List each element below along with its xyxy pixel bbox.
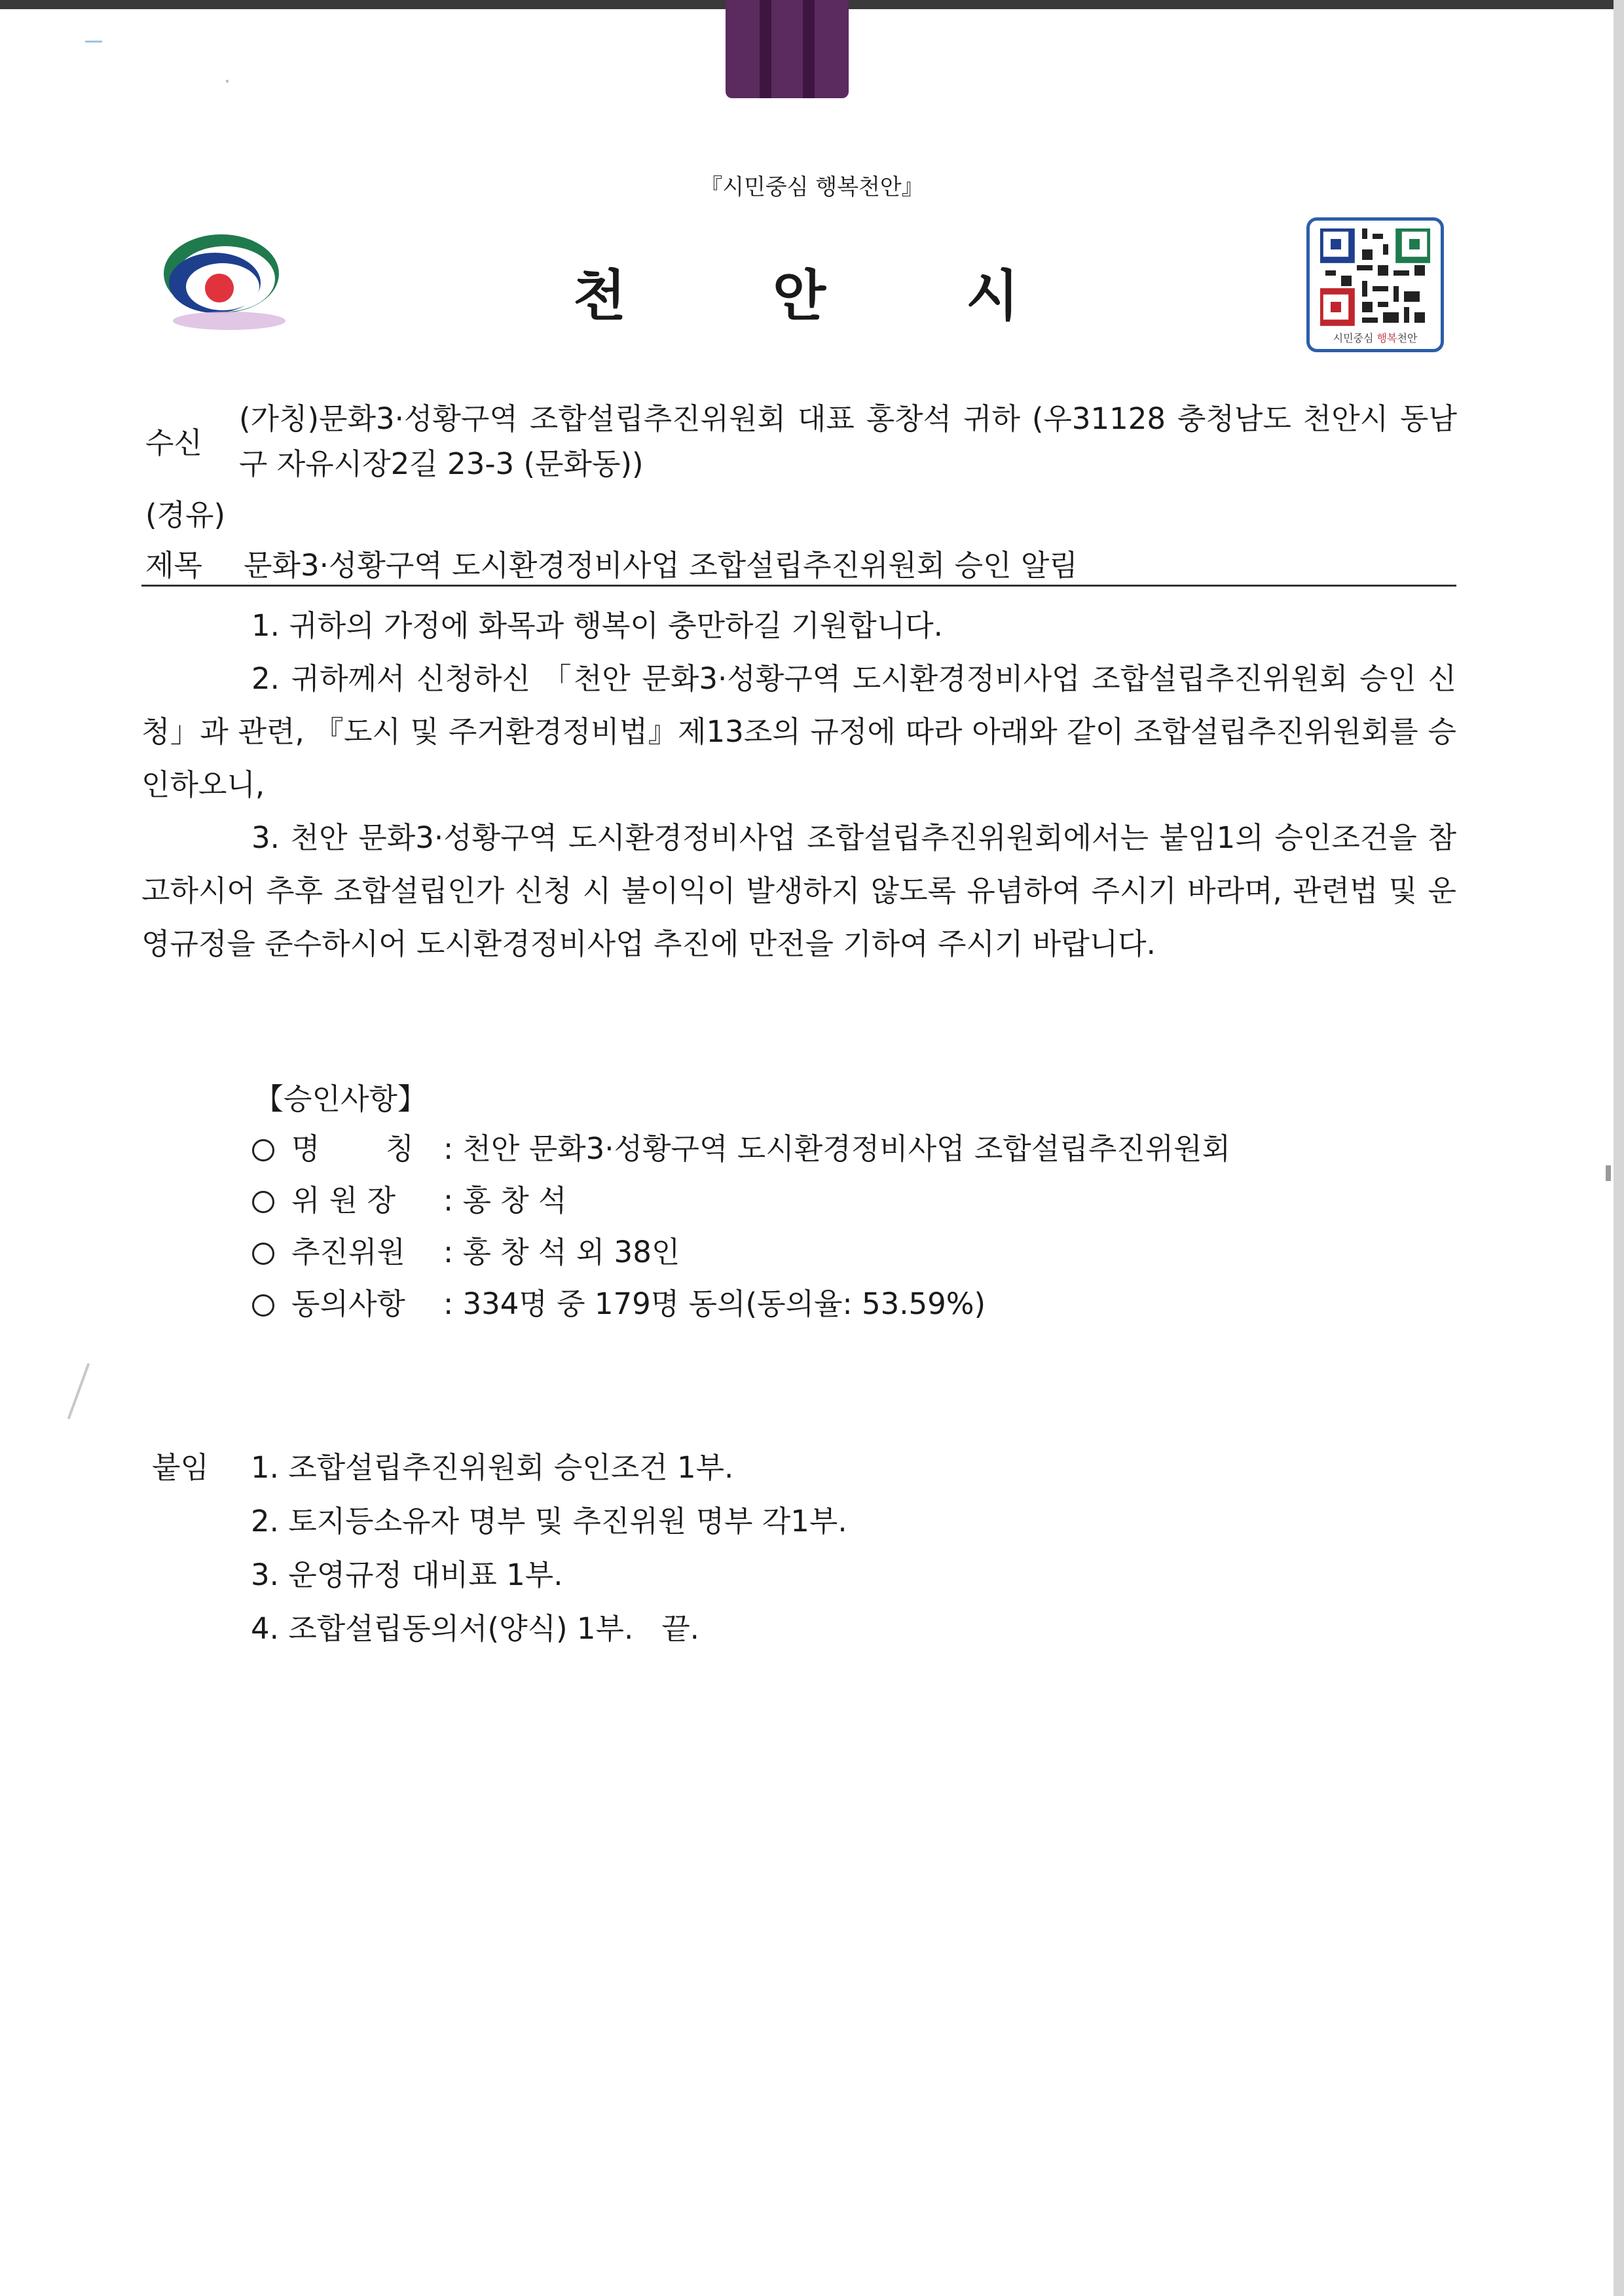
scan-speck — [85, 41, 102, 43]
body-paragraph: 2. 귀하께서 신청하신 「천안 문화3·성황구역 도시환경정비사업 조합설립추진위원회 승인 신청」과 관련, 『도시 및 주거환경정비법』제13조의 규정에 따라 아래와 같이 조합설립추진위원회를 승인하오니, — [141, 661, 1456, 802]
circle-bullet-icon — [252, 1243, 274, 1265]
scan-speck — [1606, 1165, 1611, 1181]
binder-clip — [726, 0, 849, 98]
attachment-item: 3. 운영규정 대비표 1부. — [251, 1558, 563, 1592]
qr-caption: 시민중심 행복천안 — [1333, 332, 1418, 344]
body-paragraph: 3. 천안 문화3·성황구역 도시환경정비사업 조합설립추진위원회에서는 붙임1의 승인조건을 참고하시어 추후 조합설립인가 신청 시 불이익이 발생하지 않도록 유념하여 주시기 바라며, 관련법 및 운영규정을 준수하시어 도시환경정비사업 추진에 만전을 기하여 주시기 바랍니다. — [141, 820, 1456, 961]
letter-body — [141, 599, 1456, 970]
qr-code-icon — [1320, 228, 1430, 333]
approval-item: 추진위원 : 홍 창 석 외 38인 — [252, 1228, 1230, 1280]
qr-code — [1306, 217, 1444, 352]
circle-bullet-icon — [252, 1139, 274, 1161]
approval-item: 동의사항 : 334명 중 179명 동의(동의율: 53.59%) — [252, 1280, 1230, 1332]
circle-bullet-icon — [252, 1294, 274, 1317]
circle-bullet-icon — [252, 1191, 274, 1213]
agency-char: 천 — [573, 264, 627, 328]
header-divider — [141, 585, 1456, 587]
attachments-label: 붙임 — [152, 1450, 209, 1485]
approval-heading: 【승인사항】 — [254, 1082, 427, 1116]
attachment-item: 2. 토지등소유자 명부 및 추진위원 명부 각1부. — [251, 1504, 847, 1539]
subject-text: 문화3·성황구역 도시환경정비사업 조합설립추진위원회 승인 알림 — [244, 548, 1078, 583]
approval-item: 위 원 장 : 홍 창 석 — [252, 1176, 1230, 1228]
attachments-list — [251, 1444, 847, 1658]
agency-char: 안 — [773, 264, 826, 328]
route-label: (경유) — [145, 498, 226, 532]
approval-item: 명 칭 : 천안 문화3·성황구역 도시환경정비사업 조합설립추진위원회 — [252, 1125, 1230, 1176]
attachment-item: 1. 조합설립추진위원회 승인조건 1부. — [251, 1450, 734, 1485]
scan-right-edge — [1614, 0, 1624, 2296]
body-paragraph: 1. 귀하의 가정에 화목과 행복이 충만하길 기원합니다. — [251, 608, 943, 643]
approval-list — [252, 1125, 1230, 1332]
subject-label: 제목 — [145, 548, 202, 583]
agency-char: 시 — [966, 264, 1020, 328]
scan-speck — [226, 80, 229, 82]
scan-speck — [67, 1363, 90, 1419]
recipient-label: 수신 — [145, 426, 202, 460]
slogan: 『시민중심 행복천안』 — [700, 174, 924, 200]
attachment-item: 4. 조합설립동의서(양식) 1부. 끝. — [251, 1611, 699, 1646]
recipient-text: (가칭)문화3·성황구역 조합설립추진위원회 대표 홍창석 귀하 (우31128 충청남도 천안시 동남구 자유시장2길 23-3 (문화동)) — [239, 401, 1457, 481]
